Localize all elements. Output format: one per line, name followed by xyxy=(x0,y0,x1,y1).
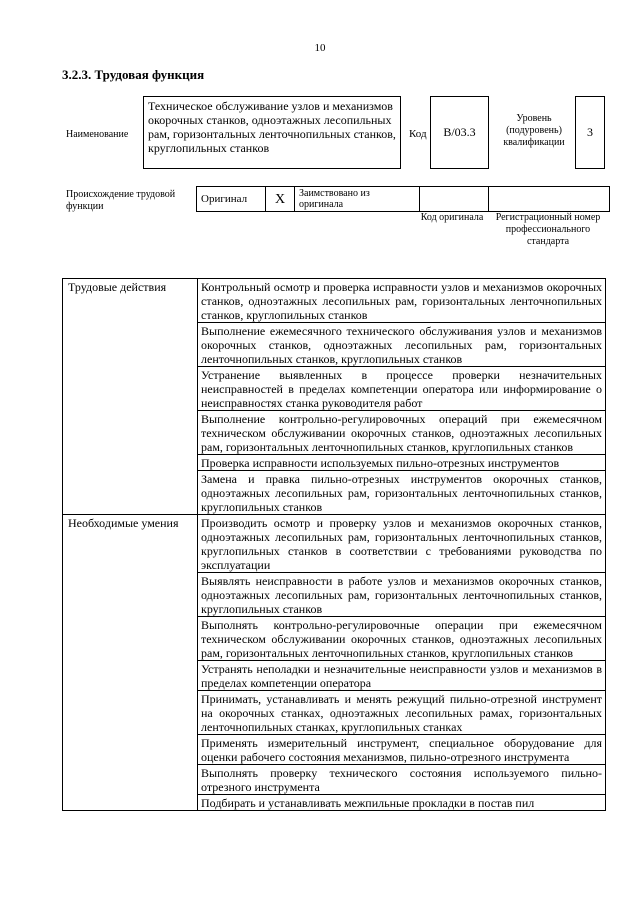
code-value: B/03.3 xyxy=(430,96,489,169)
section-item: Контрольный осмотр и проверка исправности узлов и механизмов окорочных станков, одноэтажных лесопильных рам, горизонтальных ленточнопильных станков, круглопильных станков xyxy=(198,279,606,323)
section-item: Устранение выявленных в процессе проверки незначительных неисправностей в пределах компетенции оператора или информирование о неисправностях станка руководителя работ xyxy=(198,367,606,411)
origin-reg-cell xyxy=(489,187,610,212)
section-item: Выявлять неисправности в работе узлов и механизмов окорочных станков, одноэтажных лесопильных рам, горизонтальных ленточнопильных станков, круглопильных станков xyxy=(198,573,606,617)
table-row xyxy=(63,279,606,323)
functions-table xyxy=(62,278,606,811)
table-row xyxy=(63,515,606,573)
code-caption: Код оригинала xyxy=(420,212,484,223)
section-item: Производить осмотр и проверку узлов и механизмов окорочных станков, одноэтажных лесопильных рам, горизонтальных ленточнопильных станков, круглопильных станков в соответствии с требованиями руководства по эксплуатации xyxy=(198,515,606,573)
section-item: Замена и правка пильно-отрезных инструментов окорочных станков, одноэтажных лесопильных рам, горизонтальных ленточнопильных станков, круглопильных станков xyxy=(198,471,606,515)
section-item: Подбирать и устанавливать межпильные прокладки в постав пил xyxy=(198,795,606,811)
section-category: Необходимые умения xyxy=(63,515,198,811)
name-label: Наименование xyxy=(66,129,129,140)
section-item: Устранять неполадки и незначительные неисправности узлов и механизмов в пределах компетенции оператора xyxy=(198,661,606,691)
section-item: Принимать, устанавливать и менять режущий пильно-отрезной инструмент на окорочных станках, одноэтажных лесопильных рамах, горизонтальных ленточнопильных станках, круглопильных станках xyxy=(198,691,606,735)
origin-table xyxy=(196,186,610,212)
name-value: Техническое обслуживание узлов и механизмов окорочных станков, одноэтажных лесопильных рам, горизонтальных ленточнопильных станков, круглопильных станков xyxy=(143,96,401,169)
section-item: Выполнение ежемесячного технического обслуживания узлов и механизмов окорочных станков, одноэтажных лесопильных рам, горизонтальных ленточнопильных станков, круглопильных станков xyxy=(198,323,606,367)
section-item: Применять измерительный инструмент, специальное оборудование для оценки рабочего состояния механизмов, пильно-отрезного инструмента xyxy=(198,735,606,765)
origin-code-cell xyxy=(420,187,489,212)
section-item: Выполнять проверку технического состояния используемого пильно-отрезного инструмента xyxy=(198,765,606,795)
level-label: Уровень (подуровень) квалификации xyxy=(503,113,565,148)
section-title: 3.2.3. Трудовая функция xyxy=(62,67,205,82)
original-label: Оригинал xyxy=(197,187,266,212)
original-mark: X xyxy=(266,187,295,212)
code-label: Код xyxy=(409,128,427,140)
page-number: 10 xyxy=(314,42,326,54)
level-value: 3 xyxy=(575,96,605,169)
reg-caption: Регистрационный номер профессионального стандарта xyxy=(495,212,601,247)
section-category: Трудовые действия xyxy=(63,279,198,515)
section-item: Выполнение контрольно-регулировочных операций при ежемесячном техническом обслуживании окорочных станков, одноэтажных лесопильных рам, горизонтальных ленточнопильных станков, круглопильных станков xyxy=(198,411,606,455)
section-item: Проверка исправности используемых пильно-отрезных инструментов xyxy=(198,455,606,471)
section-item: Выполнять контрольно-регулировочные операции при ежемесячном техническом обслуживании окорочных станков, одноэтажных лесопильных рам, горизонтальных ленточнопильных станков, круглопильных станков xyxy=(198,617,606,661)
origin-label: Происхождение трудовой функции xyxy=(66,189,176,212)
borrowed-label: Заимствовано из оригинала xyxy=(295,187,420,212)
